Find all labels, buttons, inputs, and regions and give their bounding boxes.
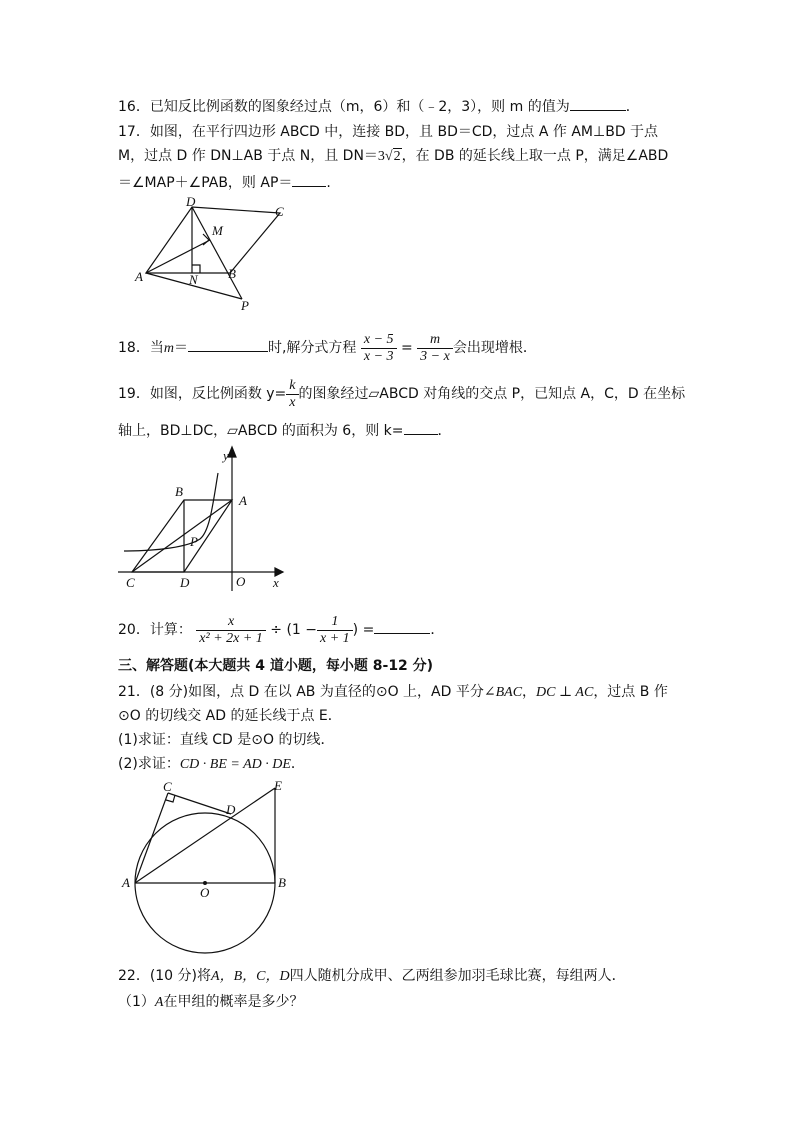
question-21-part1: (1)求证：直线 CD 是⊙O 的切线．: [118, 732, 335, 748]
label-o: O: [236, 574, 246, 589]
question-18: 18．当m＝ 时,解分式方程 $\frac{x - 5}{x - 3}$ = $\frac{m}{3 - x}$ 会出现增根．: [118, 331, 537, 364]
label-p: P: [190, 534, 198, 549]
label-y: y: [223, 448, 229, 463]
label-b: B: [278, 875, 286, 890]
label-c: C: [126, 575, 135, 590]
label-x: x: [273, 575, 279, 590]
fraction-1-over-x-plus-1: $\frac{1}{x + 1}$: [317, 614, 353, 647]
y-axis-arrow: [228, 447, 236, 457]
label-m: M: [212, 223, 223, 238]
segment-cd: [168, 793, 231, 814]
label-a: A: [135, 269, 143, 284]
question-19-line2: 轴上，BD⊥DC，▱ABCD 的面积为 6，则 k= ．: [118, 420, 452, 441]
question-21-line2: ⊙O 的切线交 AD 的延长线于点 E．: [118, 708, 342, 724]
label-b: B: [175, 484, 183, 499]
label-a: A: [239, 493, 247, 508]
q17-parallelogram-figure: [130, 195, 300, 320]
segment-ac: [135, 793, 168, 883]
q21-circle-figure: [118, 776, 298, 956]
q19-coordinate-figure: [118, 443, 293, 593]
segment-ae: [135, 788, 275, 883]
q18-answer-blank: [188, 337, 268, 352]
label-c: C: [275, 204, 284, 219]
label-b: B: [228, 266, 236, 281]
label-d: D: [186, 195, 196, 209]
label-e: E: [274, 778, 282, 793]
q16-answer-blank: [570, 96, 626, 111]
label-d: D: [226, 802, 236, 817]
question-17-line2: M，过点 D 作 DN⊥AB 于点 N，且 DN＝3√2，在 DB 的延长线上取一点 P，满足∠ABD: [118, 146, 668, 167]
label-p: P: [241, 298, 249, 313]
q16-text: 16．已知反比例函数的图象经过点（m，6）和（﹣2，3），则 m 的值为: [118, 99, 570, 115]
label-a: A: [122, 875, 130, 890]
segment-dp: [192, 207, 242, 299]
question-16: 16．已知反比例函数的图象经过点（m，6）和（﹣2，3），则 m 的值为 ．: [118, 96, 640, 117]
label-c: C: [163, 779, 172, 794]
question-21-part2: (2)求证：CD · BE = AD · DE．: [118, 756, 305, 772]
question-20: 20．计算： $\frac{x}{\text{x² + 2x + 1}}$ ÷ (1 − $\frac{1}{x + 1}$ ) = ．: [118, 613, 445, 646]
label-o: O: [200, 885, 210, 900]
question-22-line1: 22．(10 分)将A，B，C，D四人随机分成甲、乙两组参加羽毛球比赛，每组两人．: [118, 968, 626, 984]
sqrt-expression: 3√2: [377, 149, 401, 164]
label-n: N: [189, 272, 198, 287]
q17-answer-blank: [292, 172, 326, 187]
q19-answer-blank: [404, 420, 438, 435]
q20-answer-blank: [374, 619, 430, 634]
label-d: D: [180, 575, 190, 590]
hyperbola-curve: [124, 473, 218, 551]
question-19-line1: 19．如图，反比例函数 y= $\frac{k}{x}$ 的图象经过▱ABCD 对角线的交点 P，已知点 A，C，D 在坐标: [118, 377, 686, 410]
question-17-line1: 17．如图，在平行四边形 ABCD 中，连接 BD，且 BD＝CD，过点 A 作 AM⊥BD 于点: [118, 124, 659, 140]
question-21-line1: 21．(8 分)如图，点 D 在以 AB 为直径的⊙O 上，AD 平分∠BAC，DC ⊥ AC，过点 B 作: [118, 684, 668, 700]
fraction-x-over-quadratic: $\frac{x}{\text{x² + 2x + 1}}$: [196, 614, 266, 647]
fraction-m-over-3-minus-x: $\frac{m}{3 - x}$: [417, 332, 453, 365]
section-3-heading: 三、解答题(本大题共 4 道小题，每小题 8-12 分): [118, 658, 434, 674]
diagonal-ca: [132, 500, 232, 572]
question-22-part1: （1）A在甲组的概率是多少？: [118, 994, 304, 1010]
fraction-k-over-x: $\frac{k}{x}$: [286, 378, 298, 411]
question-17-line3: ＝∠MAP＋∠PAB，则 AP＝ .: [118, 172, 331, 193]
fraction-x-minus-5-over-x-minus-3: $\frac{x - 5}{x - 3}$: [361, 332, 397, 365]
